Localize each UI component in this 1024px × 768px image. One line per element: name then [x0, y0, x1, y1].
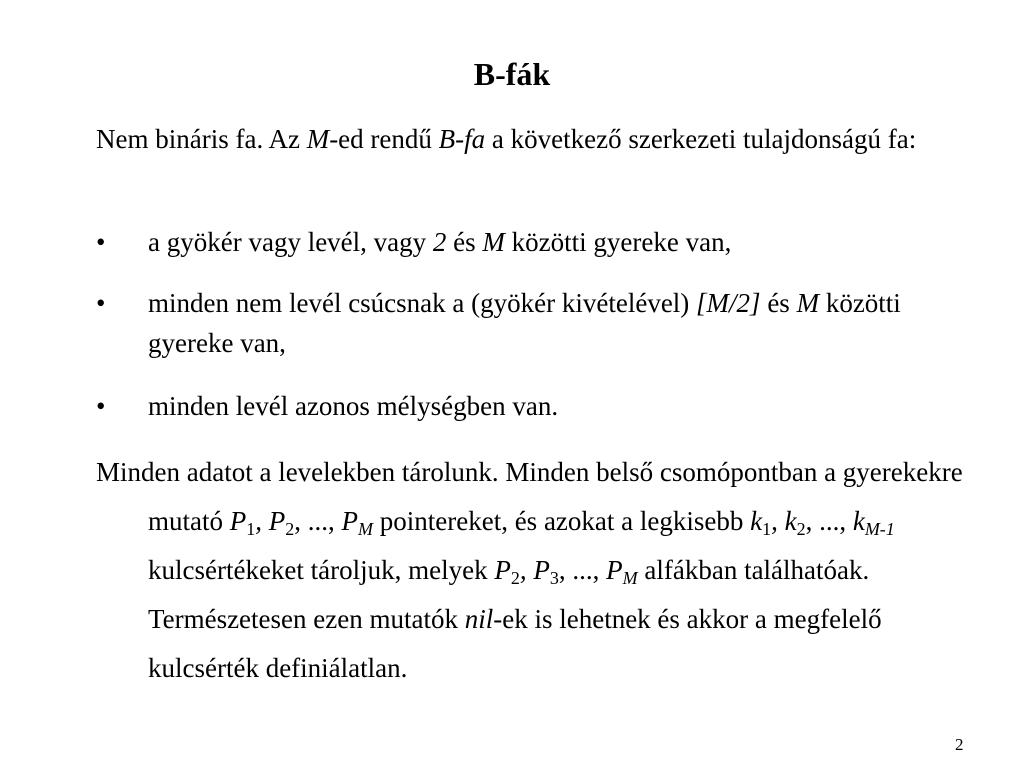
- bullet-marker: •: [96, 288, 106, 318]
- bullet-text: minden levél azonos mélységben van.: [148, 391, 559, 421]
- bullet-text: a gyökér vagy levél, vagy 2 és M közötti gyereke van,: [148, 227, 732, 257]
- bullet-marker: •: [96, 227, 106, 257]
- intro-paragraph: Nem bináris fa. Az M-ed rendű B-fa a következő szerkezeti tulajdonságú fa:: [96, 124, 917, 154]
- bullet-marker: •: [96, 391, 106, 421]
- closing-paragraph: Minden adatot a levelekben tárolunk. Minden belső csomópontban a gyerekekre mutató $P_1$, $P_2$, ..., $P_M$ pointereket, és azokat a legkisebb $k_1$, $k_2$, ..., $k_{M-1}$ kulcsértékeket tároljuk, melyek $P_2$, $P_3$, ..., $P_M$ alfákban találhatóak. Természetesen ezen mutatók nil-ek is lehetnek és akkor a megfelelő kulcsérték definiálatlan.: [96, 457, 963, 683]
- page-number: 2: [955, 735, 964, 754]
- slide-title: B-fák: [473, 56, 551, 92]
- bullet-text: minden nem levél csúcsnak a (gyökér kivételével) [M/2] és M közötti gyereke van,: [148, 288, 901, 358]
